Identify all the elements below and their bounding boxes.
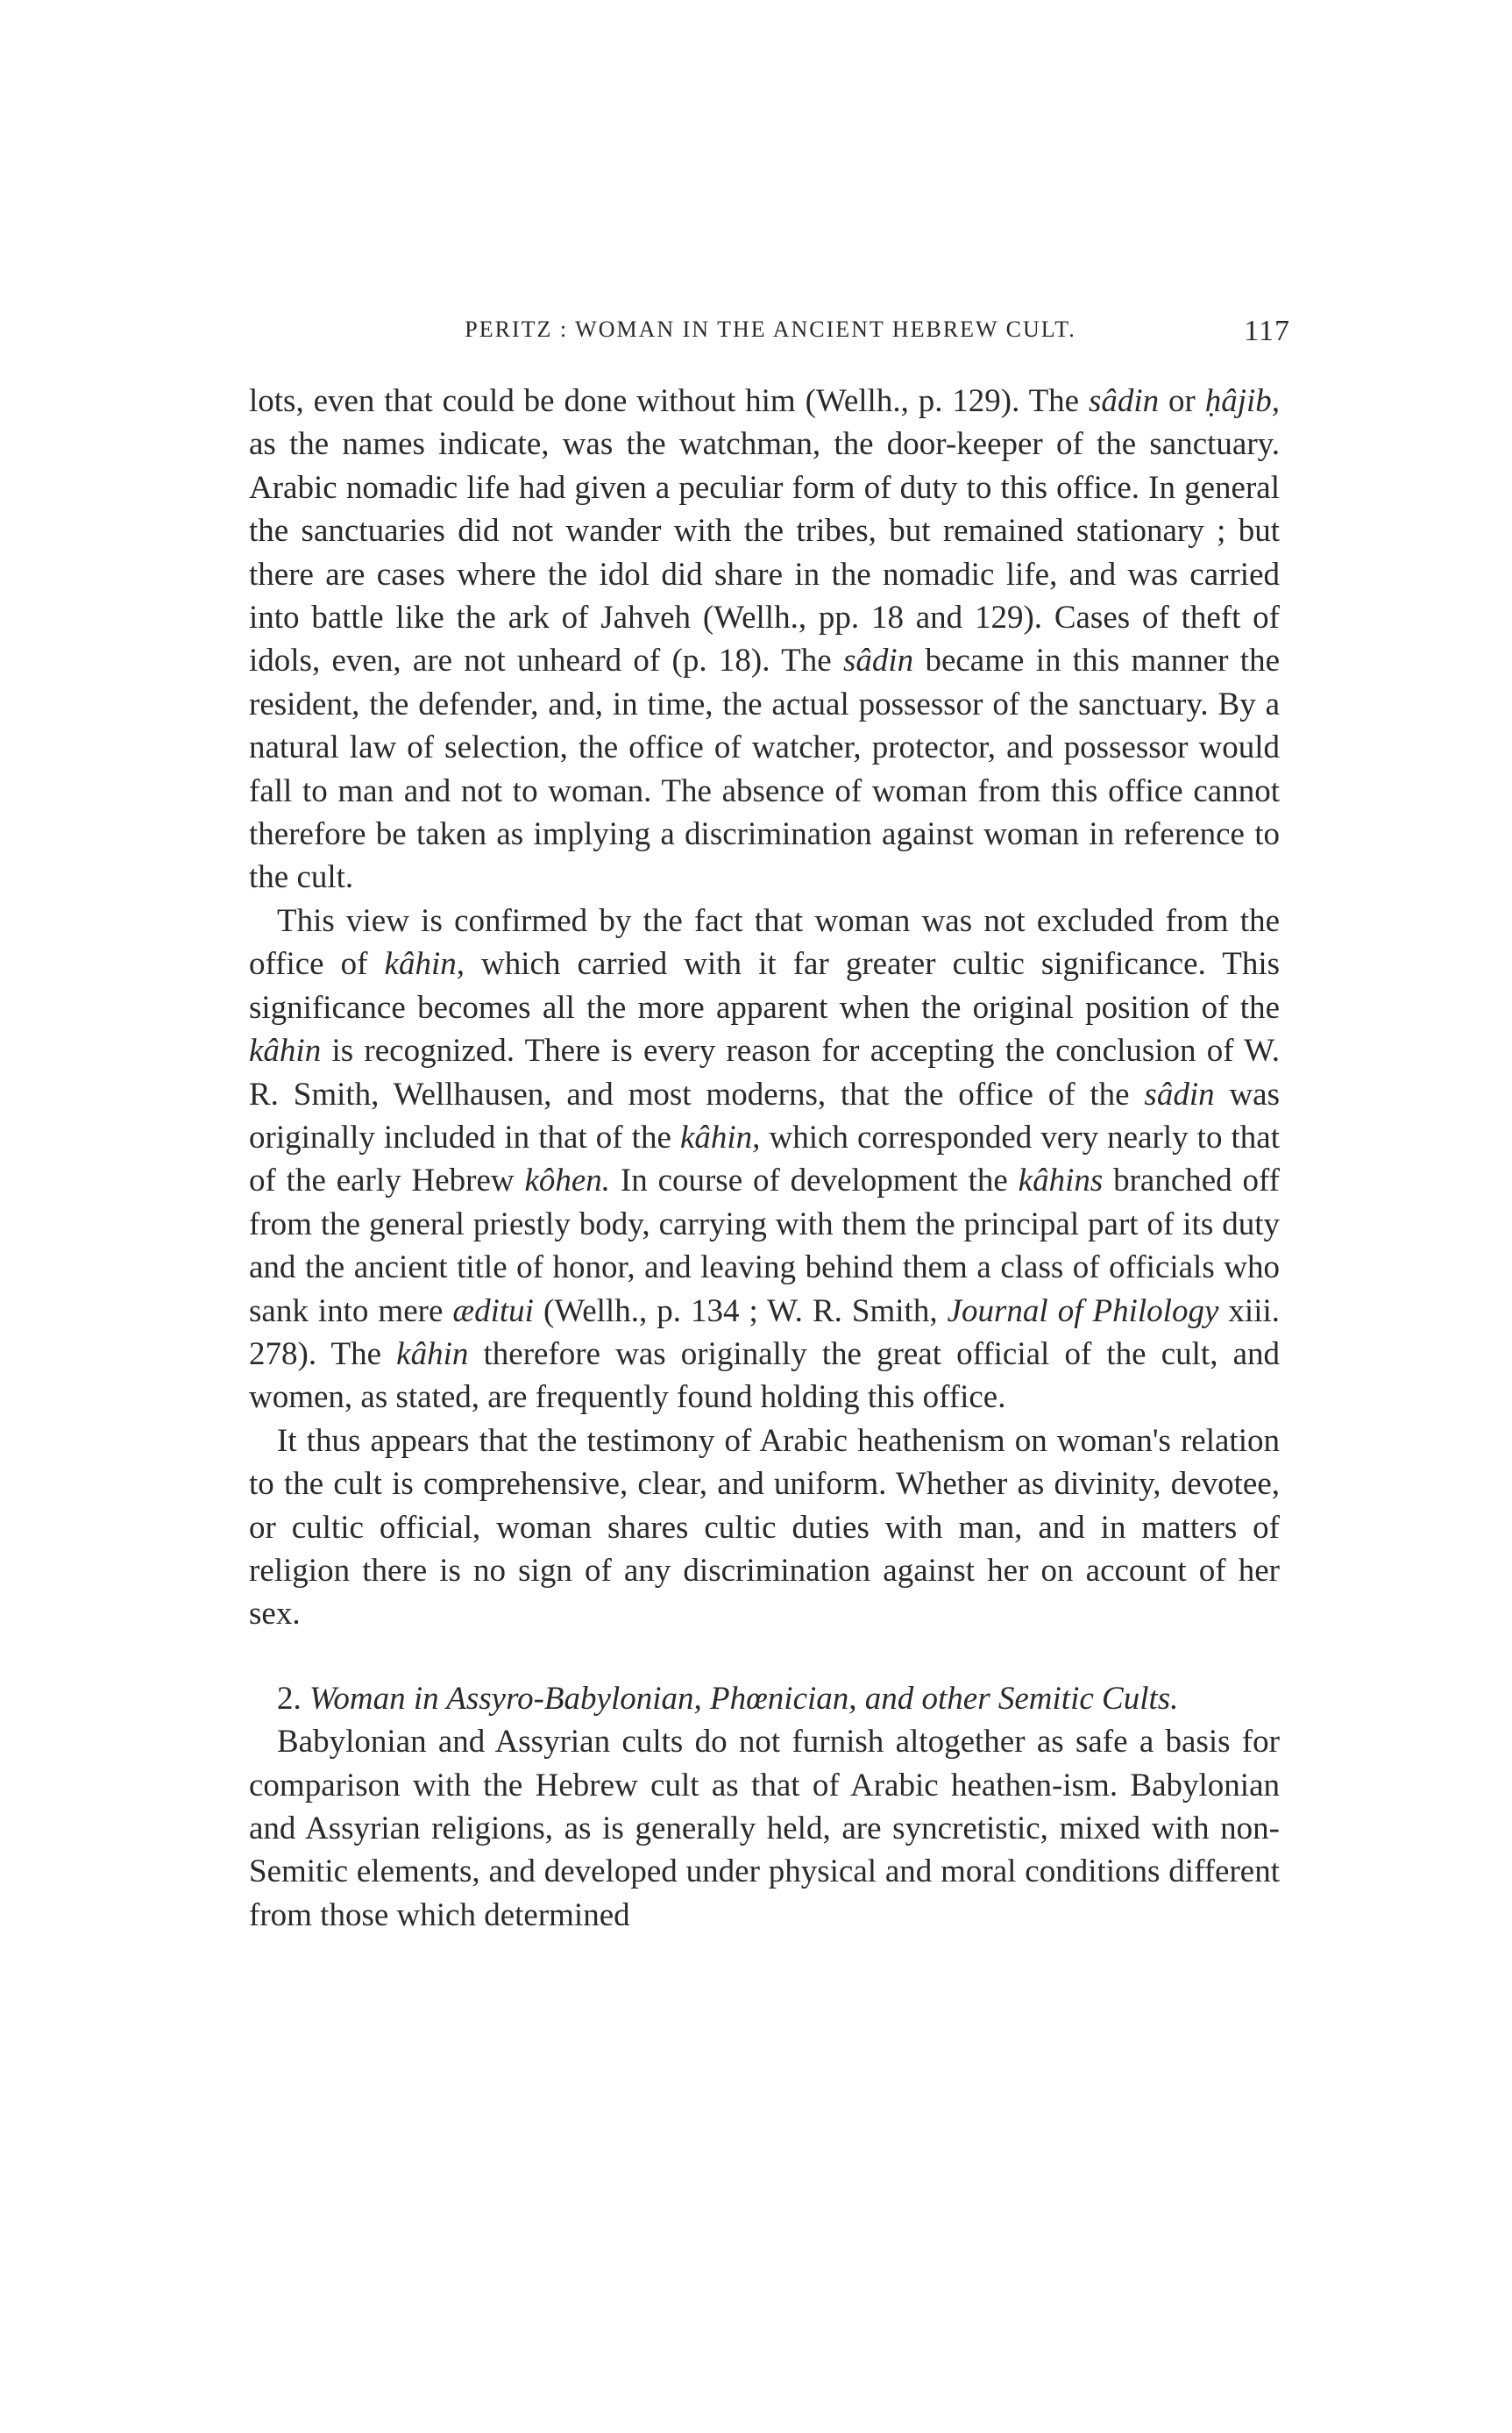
running-head — [251, 312, 1290, 347]
section-number: 2. — [277, 1680, 309, 1717]
paragraph-3: It thus appears that the testimony of Arabic heathenism on woman's relation to the cult is comprehensive, clear, and uniform. Whether as divinity, devotee, or cultic official, woman shares cultic duties with man, and in matters of religion there is no sign of any discrimination against her on account of her sex. — [249, 1422, 1280, 1633]
text-run: was originally included in that of the — [249, 1076, 1280, 1156]
text-run: branched off from the general priestly body, carrying with them the principal part of its duty and the ancient title of honor, and leaving behind them a class of officials who sank into mere — [249, 1163, 1280, 1329]
text-run: therefore was originally the great official of the cult, and women, as stated, are frequently found holding this office. — [249, 1335, 1280, 1416]
section-title: Woman in Assyro-Babylonian, Phœnician, and other Semitic Cults. — [309, 1680, 1179, 1717]
italic-term: Journal of Philology — [947, 1292, 1219, 1329]
italic-term: æditui — [452, 1292, 534, 1329]
text-run: (Wellh., p. 134 ; W. R. Smith, — [533, 1292, 948, 1329]
text-run: which corresponded very nearly to that of the early Hebrew — [249, 1119, 1280, 1199]
text-run: In course of development the — [610, 1163, 1019, 1199]
paragraph-4: Babylonian and Assyrian cults do not furnish altogether as safe a basis for comparison with the Hebrew cult as that of Arabic heathen-ism. Babylonian and Assyrian religions, as is generally held, are syncretistic, mixed with non-Semitic elements, and developed under physical and moral conditions different from those which determined — [249, 1724, 1280, 1933]
italic-term: kâhin, — [679, 1119, 761, 1156]
text-run: as the names indicate, was the watchman, the door-keeper of the sanctuary. Arabic nomadic life had given a peculiar form of duty to this office. In general the sanctuaries did not wander with the tribes, but remained stationary ; but there are cases where the idol did share in the nomadic life, and was carried into battle like the ark of Jahveh (Wellh., pp. 18 and 129). Cases of theft of idols, even, are not unheard of (p. 18). The — [249, 426, 1280, 679]
running-title: PERITZ : WOMAN IN THE ANCIENT HEBREW CULT. — [465, 317, 1076, 342]
paragraph-2 — [249, 900, 1280, 1419]
text-run: is recognized. There is every reason for accepting the conclusion of W. R. Smith, Wellhausen, and most moderns, that the office of the — [249, 1033, 1280, 1113]
italic-term: sâdin — [1144, 1076, 1215, 1113]
section-heading — [249, 1677, 1280, 1720]
italic-term: sâdin — [842, 643, 914, 679]
italic-term: ḥâjib, — [1204, 383, 1280, 419]
text-run: or — [1159, 383, 1205, 419]
paragraph-1 — [249, 380, 1280, 900]
body-text — [249, 380, 1280, 1937]
italic-term: sâdin — [1088, 383, 1160, 419]
italic-term: kâhins — [1018, 1163, 1104, 1199]
text-run: which carried with it far greater cultic significance. This significance becomes all the more apparent when the original position of the — [249, 946, 1281, 1026]
italic-term: kâhin — [396, 1335, 469, 1372]
text-run: xiii. 278). The — [249, 1292, 1281, 1372]
italic-term: kâhin — [249, 1033, 322, 1070]
text-run: This view is confirmed by the fact that woman was not excluded from the office of — [249, 902, 1280, 983]
italic-term: kâhin, — [384, 946, 465, 983]
page-number: 117 — [1244, 315, 1290, 347]
italic-term: kôhen. — [524, 1163, 611, 1199]
text-run: became in this manner the resident, the defender, and, in time, the actual possessor of the sanctuary. By a natural law of selection, the office of watcher, protector, and possessor would fall to man and not to woman. The absence of woman from this office cannot therefore be taken as implying a discrimination against woman in reference to the cult. — [249, 643, 1281, 896]
text-run: lots, even that could be done without him (Wellh., p. 129). The — [249, 383, 1089, 419]
